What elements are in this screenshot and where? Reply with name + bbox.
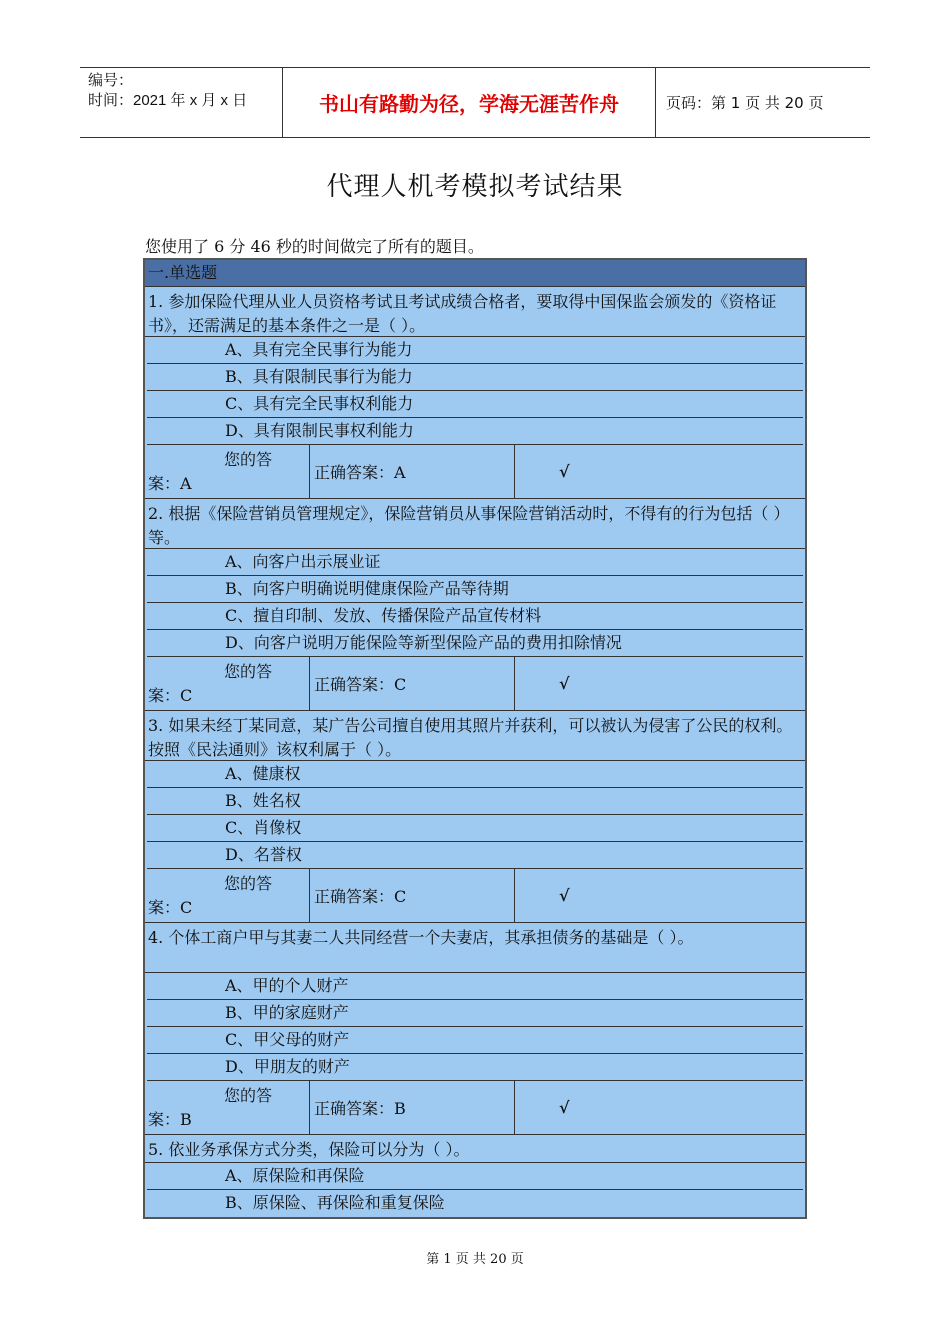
option-3d: D、名誉权: [147, 842, 803, 869]
option-4c: C、甲父母的财产: [147, 1027, 803, 1054]
option-1a: A、具有完全民事行为能力: [147, 337, 803, 364]
header-time: 时间：2021 年 x 月 x 日: [88, 92, 248, 109]
question-5: 5. 依业务承保方式分类，保险可以分为（ ）。: [145, 1135, 805, 1163]
your-answer-value: 案：C: [148, 686, 193, 705]
check-mark-icon: √: [559, 462, 570, 481]
your-answer-value: 案：A: [148, 474, 192, 493]
answer-row-2: [145, 657, 805, 711]
correct-answer-1: 正确答案：A: [310, 445, 515, 498]
your-answer-label: 您的答: [224, 1086, 273, 1105]
check-mark-icon: √: [559, 674, 570, 693]
page-footer: 第 1 页 共 20 页: [426, 1252, 524, 1267]
your-answer-label: 您的答: [224, 450, 273, 469]
correct-answer-2: 正确答案：C: [310, 657, 515, 710]
option-1d: D、具有限制民事权利能力: [147, 418, 803, 445]
your-answer-value: 案：C: [148, 898, 193, 917]
check-mark-icon: √: [559, 1098, 570, 1117]
option-5b: B、原保险、再保险和重复保险: [147, 1190, 803, 1217]
option-2d: D、向客户说明万能保险等新型保险产品的费用扣除情况: [147, 630, 803, 657]
header-motto: 书山有路勤为径，学海无涯苦作舟: [282, 68, 656, 137]
correct-answer-4: 正确答案：B: [310, 1081, 515, 1134]
option-1c: C、具有完全民事权利能力: [147, 391, 803, 418]
option-3b: B、姓名权: [147, 788, 803, 815]
option-3c: C、肖像权: [147, 815, 803, 842]
option-2c: C、擅自印制、发放、传播保险产品宣传材料: [147, 603, 803, 630]
answer-row-1: [145, 445, 805, 499]
your-answer-1: [145, 445, 310, 498]
answer-row-3: [145, 869, 805, 923]
option-3a: A、健康权: [147, 761, 803, 788]
option-4d: D、甲朋友的财产: [147, 1054, 803, 1081]
your-answer-3: [145, 869, 310, 922]
document-header: [80, 67, 870, 138]
option-5a: A、原保险和再保险: [147, 1163, 803, 1190]
question-1: 1. 参加保险代理从业人员资格考试且考试成绩合格者，要取得中国保监会颁发的《资格证书》，还需满足的基本条件之一是（ ）。: [145, 287, 805, 337]
your-answer-2: [145, 657, 310, 710]
your-answer-value: 案：B: [148, 1110, 192, 1129]
section-header: 一.单选题: [145, 260, 805, 287]
quiz-table: [143, 258, 807, 1219]
your-answer-4: [145, 1081, 310, 1134]
header-page-info: 页码：第 1 页 共 20 页: [666, 94, 824, 112]
page-title: 代理人机考模拟考试结果: [326, 172, 624, 202]
option-4b: B、甲的家庭财产: [147, 1000, 803, 1027]
option-2a: A、向客户出示展业证: [147, 549, 803, 576]
check-mark-icon: √: [559, 886, 570, 905]
answer-row-4: [145, 1081, 805, 1135]
time-summary: 您使用了 6 分 46 秒的时间做完了所有的题目。: [145, 237, 484, 256]
your-answer-label: 您的答: [224, 874, 273, 893]
correct-answer-3: 正确答案：C: [310, 869, 515, 922]
your-answer-label: 您的答: [224, 662, 273, 681]
header-meta: [80, 68, 282, 137]
option-4a: A、甲的个人财产: [147, 973, 803, 1000]
header-code: 编号：: [88, 72, 134, 89]
option-2b: B、向客户明确说明健康保险产品等待期: [147, 576, 803, 603]
question-2: 2. 根据《保险营销员管理规定》，保险营销员从事保险营销活动时，不得有的行为包括（ ）等。: [145, 499, 805, 549]
question-4: 4. 个体工商户甲与其妻二人共同经营一个夫妻店，其承担债务的基础是（ ）。: [145, 923, 805, 973]
question-3: 3. 如果未经丁某同意，某广告公司擅自使用其照片并获利，可以被认为侵害了公民的权利。按照《民法通则》该权利属于（ ）。: [145, 711, 805, 761]
option-1b: B、具有限制民事行为能力: [147, 364, 803, 391]
